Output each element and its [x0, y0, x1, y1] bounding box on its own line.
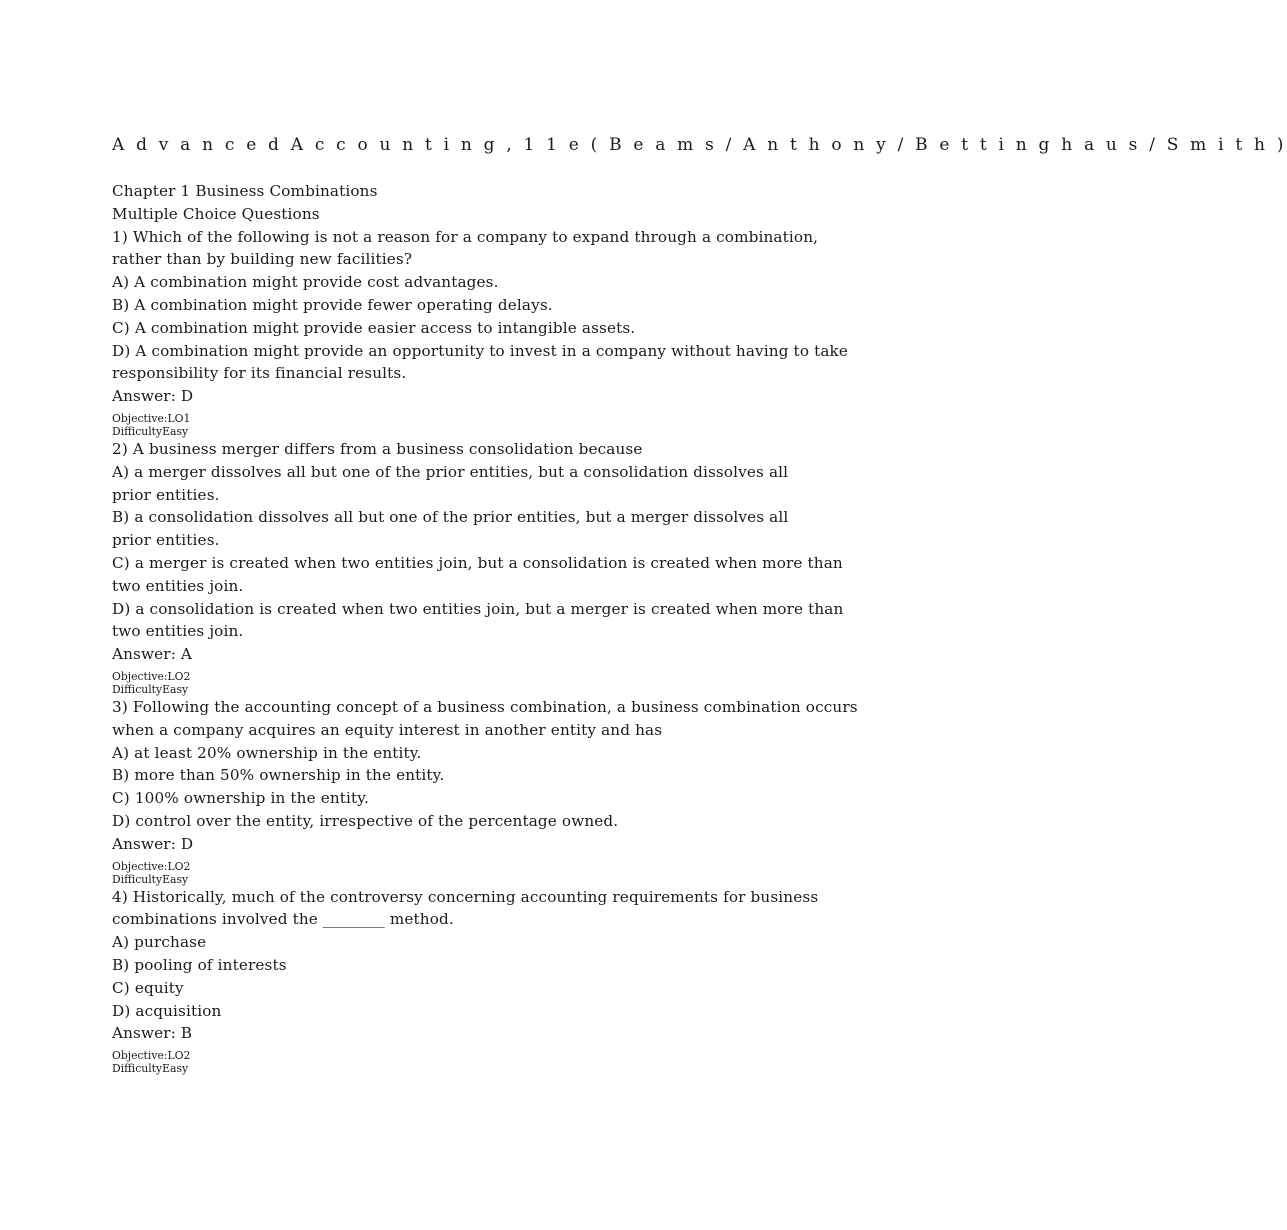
- question-text-line: combinations involved the ________ method.: [112, 910, 454, 929]
- answer-option: B) a consolidation dissolves all but one of the prior entities, but a merger dissolves all: [112, 508, 789, 527]
- answer-option: D) A combination might provide an opportunity to invest in a company without having to take: [112, 341, 849, 360]
- question-2: [112, 438, 950, 696]
- question-text-line: 4) Historically, much of the controversy concerning accounting requirements for business: [112, 887, 819, 906]
- document-title: A d v a n c e d A c c o u n t i n g , 1 1 e ( B e a m s / A n t h o n y / B e t t i n g h a u s / S m i t h ): [112, 135, 1287, 155]
- answer-key: Answer: D: [112, 387, 194, 406]
- question-3: [112, 696, 950, 886]
- answer-option: C) 100% ownership in the entity.: [112, 789, 369, 808]
- answer-option: A) at least 20% ownership in the entity.: [112, 743, 422, 762]
- objective-label: Objective:LO2: [112, 859, 191, 873]
- difficulty-label: DifficultyEasy: [112, 424, 189, 438]
- question-text-line: when a company acquires an equity interest in another entity and has: [112, 720, 663, 739]
- question-text-line: 2) A business merger differs from a business consolidation because: [112, 439, 643, 458]
- answer-option: responsibility for its financial results.: [112, 364, 407, 383]
- objective-label: Objective:LO2: [112, 669, 191, 683]
- answer-option: B) pooling of interests: [112, 955, 287, 974]
- question-text-line: 3) Following the accounting concept of a business combination, a business combination occurs: [112, 697, 858, 716]
- difficulty-label: DifficultyEasy: [112, 682, 189, 696]
- answer-option: two entities join.: [112, 576, 244, 595]
- answer-option: A) a merger dissolves all but one of the prior entities, but a consolidation dissolves all: [112, 462, 789, 481]
- answer-key: Answer: D: [112, 834, 194, 853]
- objective-label: Objective:LO2: [112, 1049, 191, 1063]
- answer-option: C) A combination might provide easier access to intangible assets.: [112, 318, 636, 337]
- question-text-line: rather than by building new facilities?: [112, 250, 413, 269]
- difficulty-label: DifficultyEasy: [112, 872, 189, 886]
- answer-key: Answer: A: [112, 645, 193, 664]
- answer-option: C) a merger is created when two entities join, but a consolidation is created when more than: [112, 553, 843, 572]
- objective-label: Objective:LO1: [112, 411, 191, 425]
- difficulty-label: DifficultyEasy: [112, 1062, 189, 1076]
- question-4: [112, 886, 950, 1076]
- question-1: [112, 226, 950, 438]
- chapter-heading: Chapter 1 Business Combinations: [112, 182, 378, 200]
- answer-option: A) A combination might provide cost advantages.: [112, 273, 499, 292]
- answer-option: B) A combination might provide fewer operating delays.: [112, 295, 553, 314]
- section-heading: Multiple Choice Questions: [112, 204, 320, 223]
- answer-option: A) purchase: [112, 933, 207, 952]
- answer-option: prior entities.: [112, 531, 220, 550]
- answer-option: prior entities.: [112, 485, 220, 504]
- answer-option: two entities join.: [112, 622, 244, 641]
- answer-key: Answer: B: [112, 1024, 193, 1043]
- answer-option: B) more than 50% ownership in the entity.: [112, 766, 445, 785]
- answer-option: D) acquisition: [112, 1001, 222, 1020]
- document-page: [112, 134, 1287, 1076]
- question-text-line: 1) Which of the following is not a reason for a company to expand through a combination,: [112, 227, 819, 246]
- answer-option: D) control over the entity, irrespective of the percentage owned.: [112, 811, 619, 830]
- answer-option: C) equity: [112, 978, 184, 997]
- answer-option: D) a consolidation is created when two entities join, but a merger is created when more than: [112, 599, 844, 618]
